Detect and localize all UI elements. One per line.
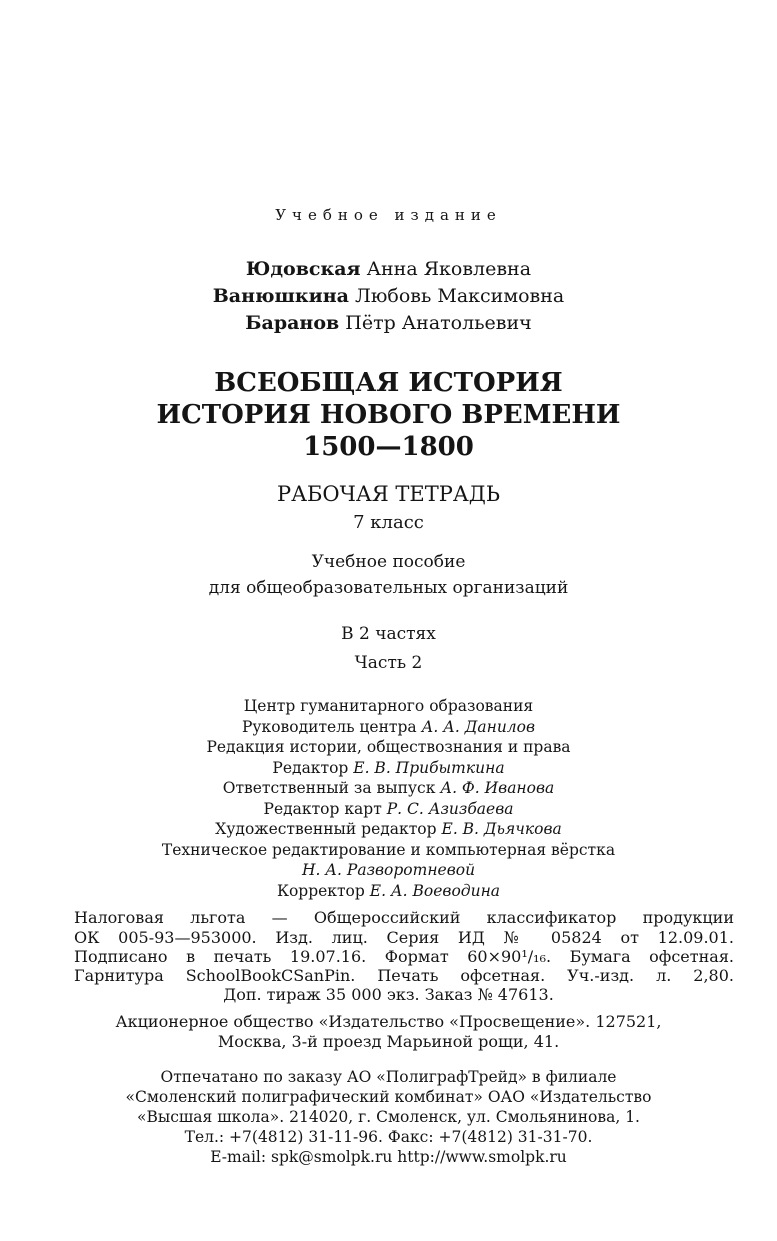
- parts-label: В 2 частях: [341, 624, 436, 644]
- credit-line: [0, 737, 777, 758]
- author-surname: Баранов: [245, 312, 340, 334]
- book-title-years: 1500—1800: [303, 432, 474, 462]
- credit-name: Е. В. Дьячкова: [441, 820, 562, 838]
- credit-name: Е. А. Воеводина: [369, 881, 501, 900]
- printer-line: Тел.: +7(4812) 31-11-96. Факс: +7(4812) 31-31-70.: [184, 1128, 593, 1146]
- credit-role: Редактор: [272, 758, 349, 777]
- credit-name: Н. А. Разворотневой: [301, 861, 476, 879]
- book-title-line: ВСЕОБЩАЯ ИСТОРИЯ: [214, 368, 563, 398]
- author-surname: Юдовская: [245, 258, 361, 280]
- credit-name: А. А. Данилов: [421, 717, 536, 736]
- credit-role: Руководитель центра: [241, 717, 417, 736]
- credit-name: А. Ф. Иванова: [440, 779, 555, 797]
- author-line: [0, 312, 777, 334]
- part-label: Часть 2: [354, 653, 423, 673]
- credit-line: [0, 819, 777, 840]
- printer-line: «Высшая школа». 214020, г. Смоленск, ул. Смольянинова, 1.: [137, 1108, 640, 1126]
- publisher-line: Акционерное общество «Издательство «Просвещение». 127521,: [115, 1012, 662, 1031]
- credits-block: [0, 696, 777, 901]
- book-title-line: ИСТОРИЯ НОВОГО ВРЕМЕНИ: [156, 400, 621, 430]
- credit-name: Е. В. Прибыткина: [353, 758, 505, 777]
- credit-role: Ответственный за выпуск: [222, 779, 436, 797]
- author-names: Пётр Анатольевич: [345, 312, 532, 334]
- grade-label: 7 класс: [353, 512, 424, 533]
- credit-role: Корректор: [276, 881, 365, 900]
- credit-line: [0, 758, 777, 779]
- edition-type: Учебное издание: [275, 206, 502, 224]
- credit-name: Р. С. Азизбаева: [386, 799, 514, 818]
- workbook-label: РАБОЧАЯ ТЕТРАДЬ: [276, 482, 501, 506]
- author-line: [0, 285, 777, 307]
- credit-role: Техническое редактирование и компьютерная вёрстка: [161, 840, 616, 859]
- author-names: Анна Яковлевна: [366, 258, 532, 280]
- imprint-line: ОК 005-93—953000. Изд. лиц. Серия ИД № 05824 от 12.09.01.: [74, 928, 734, 947]
- credit-role: Редактор карт: [263, 799, 382, 818]
- credit-line: [0, 881, 777, 902]
- credit-role: Редакция истории, обществознания и права: [206, 738, 571, 756]
- author-names: Любовь Максимовна: [355, 285, 565, 307]
- imprint-line: Налоговая льгота — Общероссийский классификатор продукции: [74, 908, 734, 927]
- credit-role: Центр гуманитарного образования: [243, 697, 534, 715]
- credit-line: [0, 696, 777, 717]
- imprint-line: Гарнитура SchoolBookCSanPin. Печать офсетная. Уч.-изд. л. 2,80.: [74, 966, 734, 985]
- printer-contacts: E-mail: spk@smolpk.ru http://www.smolpk.ru: [210, 1148, 567, 1166]
- credit-line: [0, 799, 777, 820]
- credit-role: Художественный редактор: [215, 820, 437, 838]
- credit-line: [0, 778, 777, 799]
- printer-line: Отпечатано по заказу АО «ПолиграфТрейд» в филиале: [160, 1068, 617, 1086]
- author-surname: Ванюшкина: [212, 285, 349, 307]
- printer-line: «Смоленский полиграфический комбинат» ОАО «Издательство: [125, 1088, 652, 1106]
- credit-line: [0, 840, 777, 861]
- credit-line: [0, 860, 777, 881]
- credit-line: [0, 717, 777, 738]
- imprint-line: Подписано в печать 19.07.16. Формат 60×90¹/₁₆. Бумага офсетная.: [74, 947, 734, 966]
- imprint-line: Доп. тираж 35 000 экз. Заказ № 47613.: [223, 985, 554, 1004]
- author-line: [0, 258, 777, 280]
- manual-line: Учебное пособие: [311, 552, 466, 572]
- publisher-line: Москва, 3-й проезд Марьиной рощи, 41.: [217, 1032, 560, 1051]
- manual-line: для общеобразовательных организаций: [208, 578, 569, 598]
